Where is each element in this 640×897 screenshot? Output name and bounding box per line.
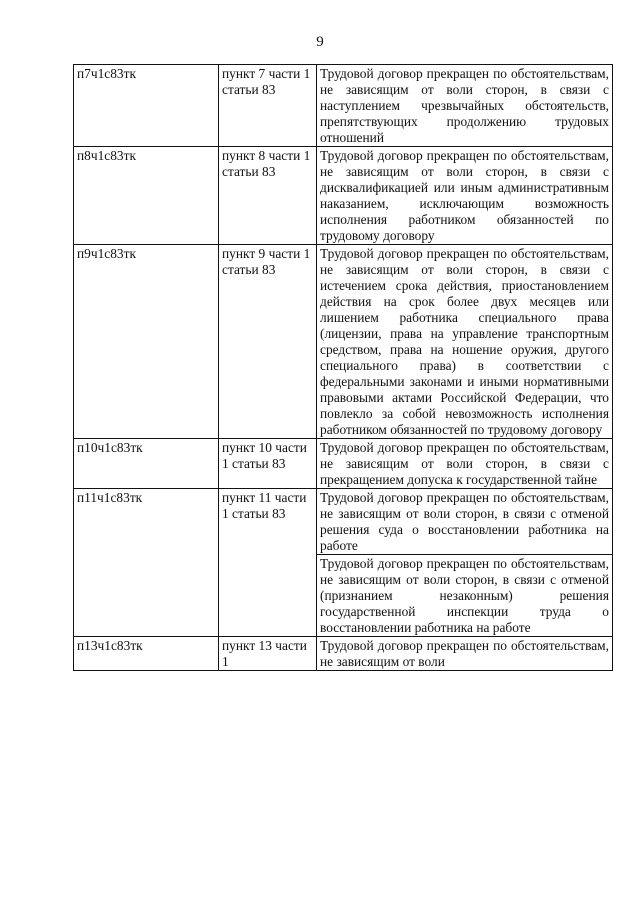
article-reference-cell: пункт 10 части 1 статьи 83 <box>219 439 317 489</box>
page-number: 9 <box>316 34 324 50</box>
article-reference-cell: пункт 8 части 1 статьи 83 <box>219 147 317 245</box>
article-reference-cell: пункт 11 части 1 статьи 83 <box>219 489 317 637</box>
code-cell: п13ч1с83тк <box>74 637 219 671</box>
table-row <box>74 637 613 671</box>
code-cell: п8ч1с83тк <box>74 147 219 245</box>
code-cell: п7ч1с83тк <box>74 65 219 147</box>
description-cell: Трудовой договор прекращен по обстоятельствам, не зависящим от воли сторон, в связи с прекращением допуска к государственной тайне <box>317 439 613 489</box>
dismissal-codes-table <box>73 64 613 671</box>
article-reference-cell: пункт 13 части 1 <box>219 637 317 671</box>
article-reference-cell: пункт 9 части 1 статьи 83 <box>219 245 317 439</box>
table-row <box>74 489 613 555</box>
article-reference-cell: пункт 7 части 1 статьи 83 <box>219 65 317 147</box>
description-cell: Трудовой договор прекращен по обстоятельствам, не зависящим от воли сторон, в связи с наступлением чрезвычайных обстоятельств, препятствующих продолжению трудовых отношений <box>317 65 613 147</box>
table-row <box>74 245 613 439</box>
description-cell: Трудовой договор прекращен по обстоятельствам, не зависящим от воли сторон, в связи с отменой решения суда о восстановлении работника на работе <box>317 489 613 555</box>
code-cell: п9ч1с83тк <box>74 245 219 439</box>
table-row <box>74 147 613 245</box>
code-cell: п10ч1с83тк <box>74 439 219 489</box>
description-cell: Трудовой договор прекращен по обстоятельствам, не зависящим от воли сторон, в связи с дисквалификацией или иным административным наказанием, исключающим возможность исполнения работником обязанностей по трудовому договору <box>317 147 613 245</box>
table-row <box>74 439 613 489</box>
description-cell: Трудовой договор прекращен по обстоятельствам, не зависящим от воли <box>317 637 613 671</box>
description-cell: Трудовой договор прекращен по обстоятельствам, не зависящим от воли сторон, в связи с истечением срока действия, приостановлением действия на срок более двух месяцев или лишением работника специального права (лицензии, права на управление транспортным средством, права на ношение оружия, другого специального права) в соответствии с федеральными законами и иными нормативными правовыми актами Российской Федерации, что повлекло за собой невозможность исполнения работником обязанностей по трудовому договору <box>317 245 613 439</box>
code-cell: п11ч1с83тк <box>74 489 219 637</box>
description-cell: Трудовой договор прекращен по обстоятельствам, не зависящим от воли сторон, в связи с отменой (признанием незаконным) решения государственной инспекции труда о восстановлении работника на работе <box>317 555 613 637</box>
table-row <box>74 65 613 147</box>
